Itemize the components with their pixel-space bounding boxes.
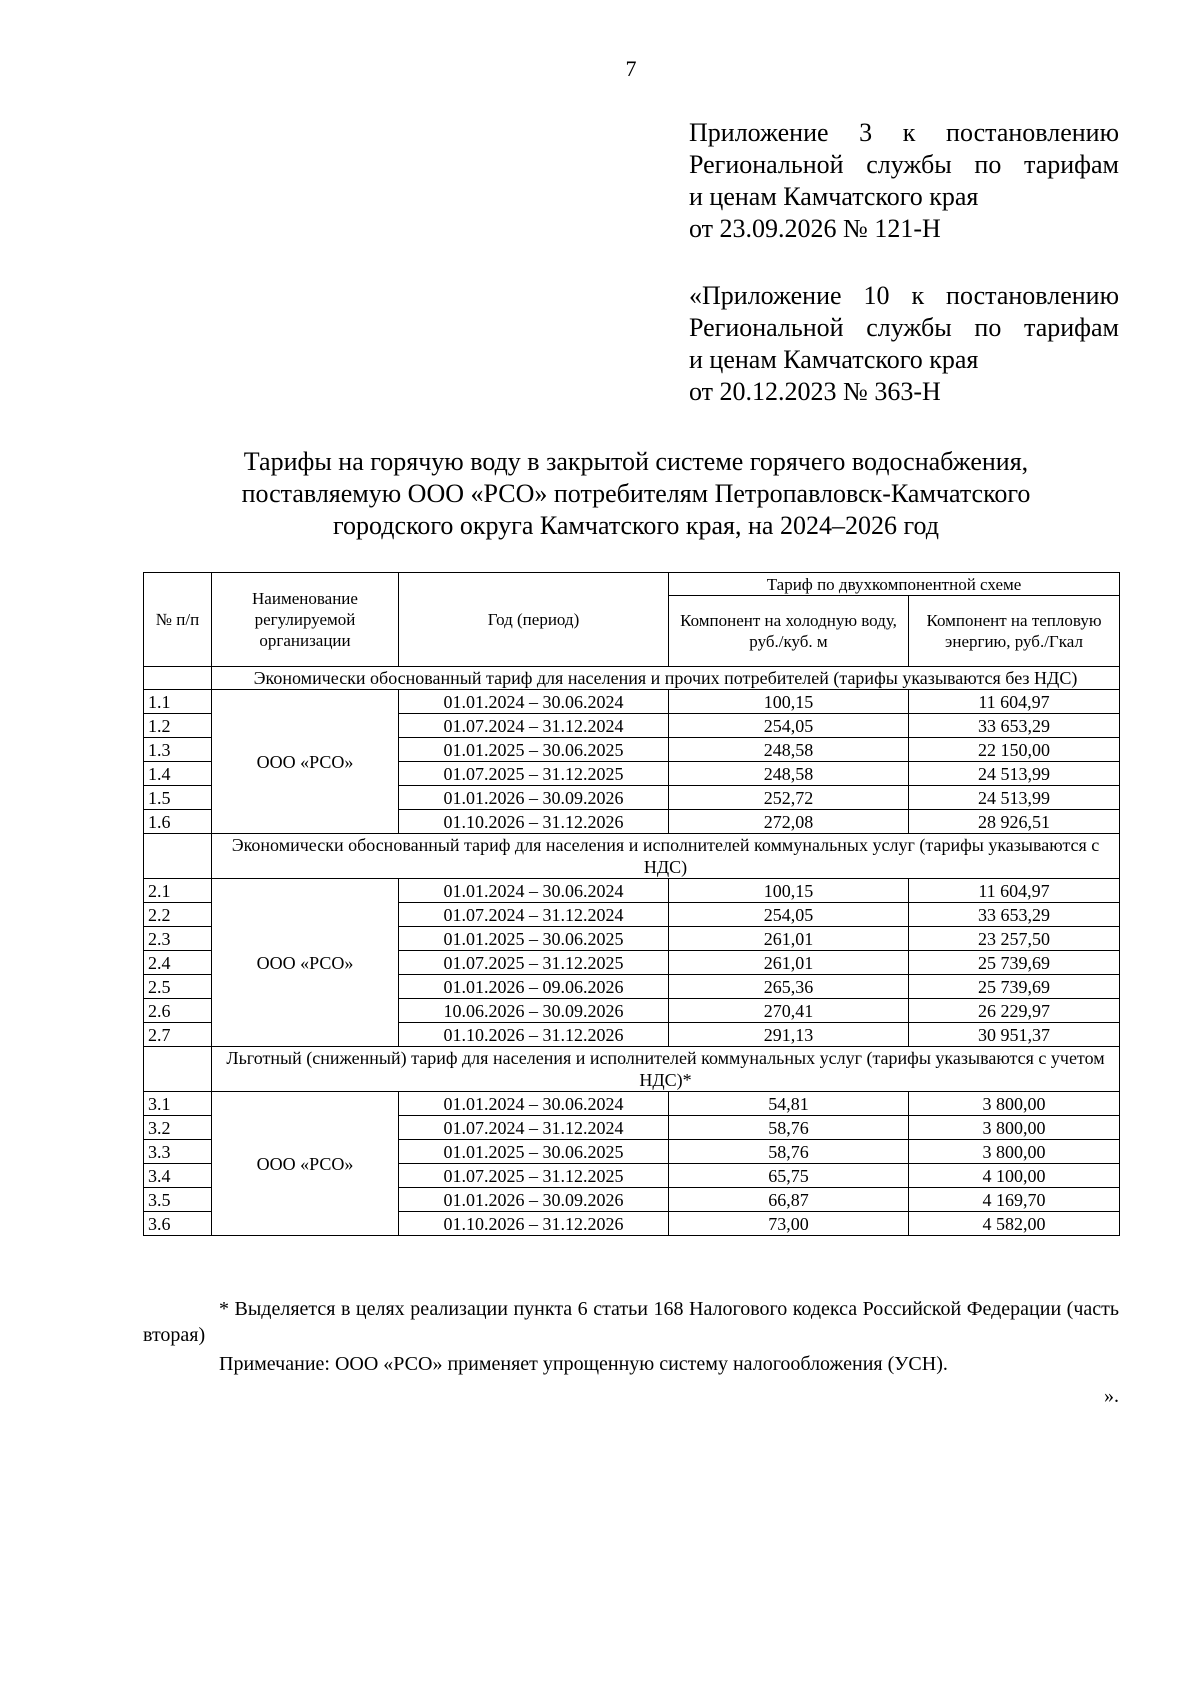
table-row xyxy=(144,690,1120,714)
row-number: 3.2 xyxy=(144,1116,212,1140)
organization-cell: ООО «РСО» xyxy=(212,1092,399,1236)
period-cell: 01.01.2026 – 09.06.2026 xyxy=(399,975,669,999)
cold-water-cell: 73,00 xyxy=(669,1212,909,1236)
heat-energy-cell: 4 169,70 xyxy=(909,1188,1120,1212)
document-title xyxy=(150,446,1122,542)
appendix-line: от 23.09.2026 № 121-Н xyxy=(689,214,941,243)
appendix-reference-original xyxy=(689,280,1119,408)
cold-water-cell: 248,58 xyxy=(669,738,909,762)
title-line: городского округа Камчатского края, на 2024–2026 год xyxy=(333,511,939,540)
period-cell: 01.10.2026 – 31.12.2026 xyxy=(399,1023,669,1047)
period-cell: 01.01.2025 – 30.06.2025 xyxy=(399,1140,669,1164)
heat-energy-cell: 4 582,00 xyxy=(909,1212,1120,1236)
cold-water-cell: 100,15 xyxy=(669,879,909,903)
heat-energy-cell: 25 739,69 xyxy=(909,975,1120,999)
row-number: 1.1 xyxy=(144,690,212,714)
period-cell: 01.07.2025 – 31.12.2025 xyxy=(399,762,669,786)
period-cell: 01.07.2024 – 31.12.2024 xyxy=(399,903,669,927)
section-empty-cell xyxy=(144,1047,212,1092)
period-cell: 10.06.2026 – 30.09.2026 xyxy=(399,999,669,1023)
period-cell: 01.07.2025 – 31.12.2025 xyxy=(399,951,669,975)
row-number: 2.5 xyxy=(144,975,212,999)
table-row xyxy=(144,1092,1120,1116)
cold-water-cell: 261,01 xyxy=(669,927,909,951)
tariffs-table xyxy=(143,572,1120,1236)
cold-water-cell: 58,76 xyxy=(669,1140,909,1164)
row-number: 3.1 xyxy=(144,1092,212,1116)
section-header-row xyxy=(144,834,1120,879)
header-organization: Наименование регулируемой организации xyxy=(212,573,399,667)
footnotes xyxy=(143,1296,1119,1409)
cold-water-cell: 291,13 xyxy=(669,1023,909,1047)
heat-energy-cell: 33 653,29 xyxy=(909,903,1120,927)
heat-energy-cell: 25 739,69 xyxy=(909,951,1120,975)
period-cell: 01.01.2024 – 30.06.2024 xyxy=(399,1092,669,1116)
title-line: Тарифы на горячую воду в закрытой системе горячего водоснабжения, xyxy=(243,447,1029,476)
row-number: 1.6 xyxy=(144,810,212,834)
cold-water-cell: 248,58 xyxy=(669,762,909,786)
heat-energy-cell: 23 257,50 xyxy=(909,927,1120,951)
appendix-line: и ценам Камчатского края xyxy=(689,345,979,374)
row-number: 1.4 xyxy=(144,762,212,786)
organization-cell: ООО «РСО» xyxy=(212,690,399,834)
row-number: 1.3 xyxy=(144,738,212,762)
section-title: Экономически обоснованный тариф для населения и исполнителей коммунальных услуг (тарифы указываются с НДС) xyxy=(212,834,1120,879)
period-cell: 01.07.2025 – 31.12.2025 xyxy=(399,1164,669,1188)
section-title: Льготный (сниженный) тариф для населения и исполнителей коммунальных услуг (тарифы указываются с учетом НДС)* xyxy=(212,1047,1120,1092)
period-cell: 01.10.2026 – 31.12.2026 xyxy=(399,810,669,834)
appendix-line: и ценам Камчатского края xyxy=(689,182,979,211)
appendix-line: Региональной службы по тарифам xyxy=(689,150,1119,179)
appendix-line: «Приложение 10 к постановлению xyxy=(689,281,1119,310)
cold-water-cell: 66,87 xyxy=(669,1188,909,1212)
cold-water-cell: 100,15 xyxy=(669,690,909,714)
cold-water-cell: 270,41 xyxy=(669,999,909,1023)
heat-energy-cell: 3 800,00 xyxy=(909,1092,1120,1116)
header-cold-water: Компонент на холодную воду, руб./куб. м xyxy=(669,596,909,667)
header-period: Год (период) xyxy=(399,573,669,667)
title-line: поставляемую ООО «РСО» потребителям Петропавловск-Камчатского xyxy=(241,479,1031,508)
row-number: 1.2 xyxy=(144,714,212,738)
section-empty-cell xyxy=(144,667,212,690)
period-cell: 01.10.2026 – 31.12.2026 xyxy=(399,1212,669,1236)
row-number: 2.4 xyxy=(144,951,212,975)
heat-energy-cell: 24 513,99 xyxy=(909,786,1120,810)
heat-energy-cell: 4 100,00 xyxy=(909,1164,1120,1188)
heat-energy-cell: 28 926,51 xyxy=(909,810,1120,834)
footnote-note: Примечание: ООО «РСО» применяет упрощенную систему налогообложения (УСН). xyxy=(219,1353,948,1375)
row-number: 1.5 xyxy=(144,786,212,810)
appendix-line: Приложение 3 к постановлению xyxy=(689,118,1119,147)
period-cell: 01.07.2024 – 31.12.2024 xyxy=(399,714,669,738)
heat-energy-cell: 30 951,37 xyxy=(909,1023,1120,1047)
period-cell: 01.01.2026 – 30.09.2026 xyxy=(399,1188,669,1212)
table-row xyxy=(144,879,1120,903)
row-number: 3.4 xyxy=(144,1164,212,1188)
heat-energy-cell: 3 800,00 xyxy=(909,1116,1120,1140)
heat-energy-cell: 26 229,97 xyxy=(909,999,1120,1023)
heat-energy-cell: 11 604,97 xyxy=(909,690,1120,714)
section-header-row xyxy=(144,1047,1120,1092)
heat-energy-cell: 24 513,99 xyxy=(909,762,1120,786)
cold-water-cell: 261,01 xyxy=(669,951,909,975)
period-cell: 01.01.2025 – 30.06.2025 xyxy=(399,738,669,762)
cold-water-cell: 272,08 xyxy=(669,810,909,834)
cold-water-cell: 65,75 xyxy=(669,1164,909,1188)
footnote-asterisk: * Выделяется в целях реализации пункта 6 статьи 168 Налогового кодекса Российской Федерации (часть вторая) xyxy=(143,1298,1119,1346)
period-cell: 01.01.2024 – 30.06.2024 xyxy=(399,879,669,903)
section-header-row xyxy=(144,667,1120,690)
header-num: № п/п xyxy=(144,573,212,667)
page-number: 7 xyxy=(625,56,637,81)
period-cell: 01.01.2026 – 30.09.2026 xyxy=(399,786,669,810)
organization-cell: ООО «РСО» xyxy=(212,879,399,1047)
section-empty-cell xyxy=(144,834,212,879)
row-number: 3.3 xyxy=(144,1140,212,1164)
row-number: 2.1 xyxy=(144,879,212,903)
row-number: 3.6 xyxy=(144,1212,212,1236)
appendix-line: от 20.12.2023 № 363-Н xyxy=(689,377,941,406)
period-cell: 01.01.2024 – 30.06.2024 xyxy=(399,690,669,714)
row-number: 3.5 xyxy=(144,1188,212,1212)
cold-water-cell: 58,76 xyxy=(669,1116,909,1140)
row-number: 2.6 xyxy=(144,999,212,1023)
period-cell: 01.07.2024 – 31.12.2024 xyxy=(399,1116,669,1140)
heat-energy-cell: 11 604,97 xyxy=(909,879,1120,903)
closing-quote: ». xyxy=(1104,1385,1119,1407)
header-heat-energy: Компонент на тепловую энергию, руб./Гкал xyxy=(909,596,1120,667)
cold-water-cell: 252,72 xyxy=(669,786,909,810)
heat-energy-cell: 22 150,00 xyxy=(909,738,1120,762)
cold-water-cell: 54,81 xyxy=(669,1092,909,1116)
period-cell: 01.01.2025 – 30.06.2025 xyxy=(399,927,669,951)
appendix-reference-current xyxy=(689,117,1119,245)
row-number: 2.3 xyxy=(144,927,212,951)
row-number: 2.7 xyxy=(144,1023,212,1047)
table-body xyxy=(144,667,1120,1236)
cold-water-cell: 265,36 xyxy=(669,975,909,999)
cold-water-cell: 254,05 xyxy=(669,714,909,738)
heat-energy-cell: 33 653,29 xyxy=(909,714,1120,738)
row-number: 2.2 xyxy=(144,903,212,927)
header-tariff-group: Тариф по двухкомпонентной схеме xyxy=(669,573,1120,596)
appendix-line: Региональной службы по тарифам xyxy=(689,313,1119,342)
cold-water-cell: 254,05 xyxy=(669,903,909,927)
section-title: Экономически обоснованный тариф для населения и прочих потребителей (тарифы указываются без НДС) xyxy=(212,667,1120,690)
heat-energy-cell: 3 800,00 xyxy=(909,1140,1120,1164)
